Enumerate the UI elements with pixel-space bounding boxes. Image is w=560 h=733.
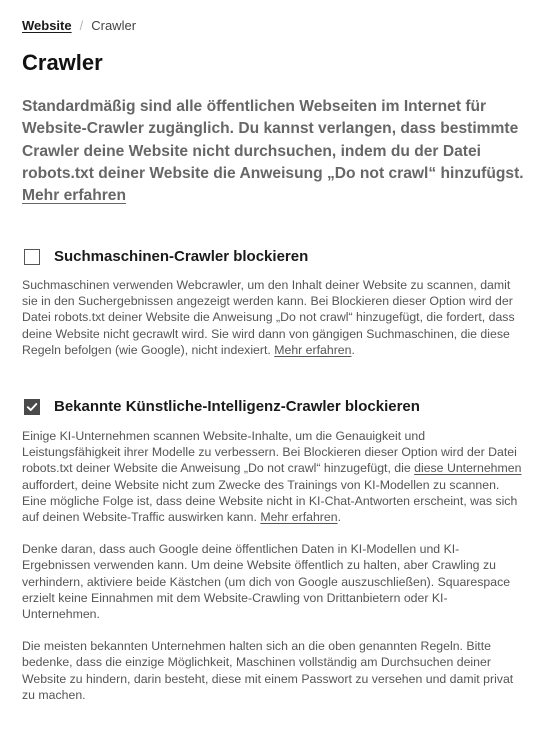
breadcrumb-current: Crawler: [91, 18, 137, 33]
breadcrumb-website-link[interactable]: Website: [22, 18, 72, 33]
breadcrumb: [22, 18, 136, 33]
ai-crawler-text-2: auffordert, deine Website nicht zum Zwecke des Trainings von KI-Modellen zu scannen. Eine mögliche Folge ist, dass deine Website nicht in KI-Chat-Antworten erscheint, was sich auf deinen Website-Traffic auswirken kann.: [22, 477, 518, 525]
intro-body: Standardmäßig sind alle öffentlichen Webseiten im Internet für Website-Crawler zugänglich. Du kannst verlangen, dass bestimmte Crawler deine Website nicht durchsuchen, indem du der Datei robots.txt deiner Website die Anweisung „Do not crawl“ hinzufügst.: [22, 98, 524, 182]
ai-crawler-google-note: Denke daran, dass auch Google deine öffentlichen Daten in KI-Modellen und KI-Ergebnissen verwenden kann. Um deine Website öffentlich zu halten, aber Crawling zu verhindern, aktiviere beide Kästchen (um dich von Google auszuschließen). Squarespace erzielt keine Einnahmen mit dem Website-Crawling von Drittanbietern oder KI-Unternehmen.: [22, 542, 511, 622]
search-crawler-checkbox[interactable]: [24, 249, 40, 265]
intro-text: [22, 96, 532, 207]
ai-crawler-text-1: Einige KI-Unternehmen scannen Website-Inhalte, um die Genauigkeit und Leistungsfähigkeit ihrer Modelle zu verbessern. Bei Blockieren dieser Option wird der Datei robots.txt deiner Website die Anweisung „Do not crawl“ hinzugefügt, die: [22, 429, 517, 476]
ai-crawler-option[interactable]: [22, 398, 522, 415]
ai-crawler-learn-more-link[interactable]: Mehr erfahren: [260, 510, 338, 525]
breadcrumb-separator: /: [79, 18, 84, 33]
checkmark-icon: [26, 401, 38, 413]
intro-learn-more-link[interactable]: Mehr erfahren: [22, 187, 126, 205]
ai-crawler-description: Einige KI-Unternehmen scannen Website-Inhalte, um die Genauigkeit und Leistungsfähigkeit ihrer Modelle zu verbessern. Bei Blockieren dieser Option wird der Datei robots.txt deiner Website die Anweisung „Do not crawl“ hinzugefügt, die diese Unternehmen auffordert, deine Website nicht zum Zwecke des Trainings von KI-Modellen zu scannen. Eine mögliche Folge ist, dass deine Website nicht in KI-Chat-Antworten erscheint, was sich auf deinen Website-Traffic auswirken kann. Mehr erfahren.: [22, 429, 522, 525]
search-crawler-section: [22, 248, 522, 358]
search-crawler-text: Suchmaschinen verwenden Webcrawler, um den Inhalt deiner Website zu scannen, damit sie in den Suchergebnissen angezeigt werden kann. Bei Blockieren dieser Option wird der Datei robots.txt deiner Website die Anweisung „Do not crawl“ hinzugefügt, die fordert, dass deine Website nicht gecrawlt wird. Sie wird dann von gängigen Suchmaschinen, die diese Regeln befolgen (wie Google), nicht indexiert.: [22, 278, 515, 357]
search-crawler-description: Suchmaschinen verwenden Webcrawler, um den Inhalt deiner Website zu scannen, damit sie in den Suchergebnissen angezeigt werden kann. Bei Blockieren dieser Option wird der Datei robots.txt deiner Website die Anweisung „Do not crawl“ hinzugefügt, die fordert, dass deine Website nicht gecrawlt wird. Sie wird dann von gängigen Suchmaschinen, die diese Regeln befolgen (wie Google), nicht indexiert. Mehr erfahren.: [22, 278, 515, 357]
ai-crawler-title: Bekannte Künstliche-Intelligenz-Crawler blockieren: [54, 398, 420, 415]
ai-crawler-password-note: Die meisten bekannten Unternehmen halten sich an die oben genannten Regeln. Bitte bedenke, dass die einzige Möglichkeit, Maschinen vollständig am Durchsuchen deiner Website zu hindern, darin besteht, diese mit einem Passwort zu versehen und damit privat zu machen.: [22, 639, 514, 702]
ai-crawler-section: [22, 398, 522, 703]
ai-crawler-checkbox[interactable]: [24, 399, 40, 415]
search-crawler-title: Suchmaschinen-Crawler blockieren: [54, 248, 309, 265]
search-crawler-learn-more-link[interactable]: Mehr erfahren: [274, 342, 352, 357]
page-title: Crawler: [22, 50, 103, 75]
search-crawler-option[interactable]: [22, 248, 522, 265]
ai-companies-link[interactable]: diese Unternehmen: [414, 461, 522, 476]
